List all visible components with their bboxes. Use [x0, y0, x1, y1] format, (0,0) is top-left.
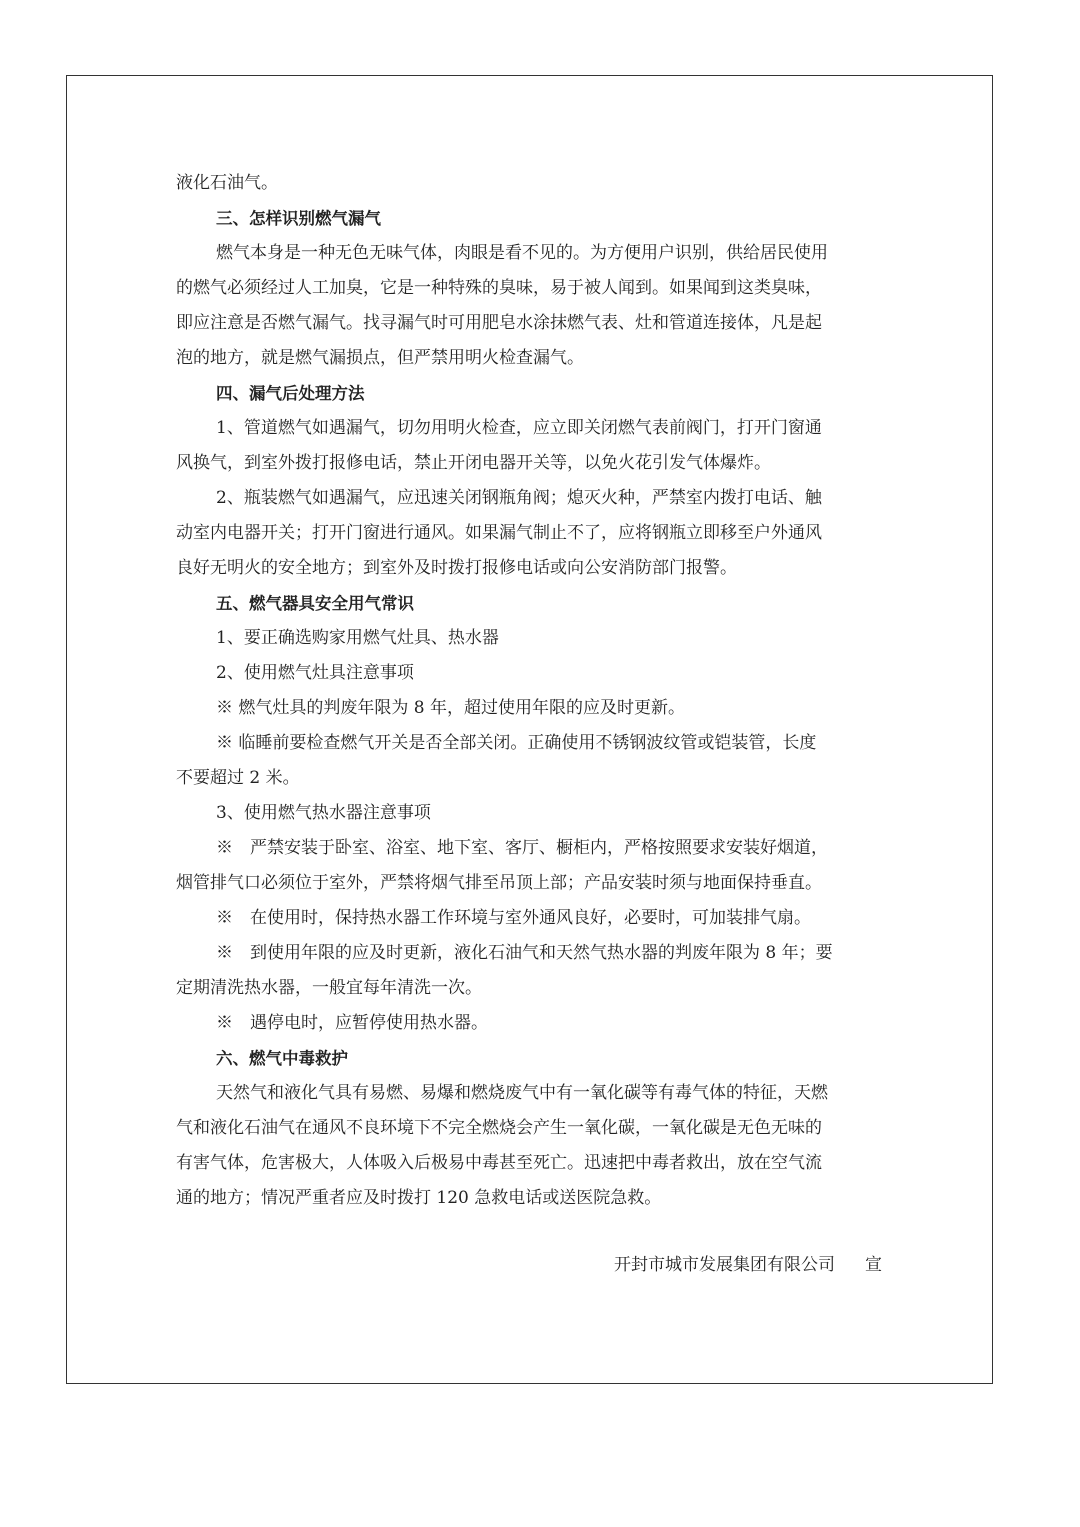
section-heading: 五、燃气器具安全用气常识 [216, 594, 414, 613]
text-line: ※ 燃气灶具的判废年限为 8 年，超过使用年限的应及时更新。 [216, 698, 686, 718]
section-heading: 三、怎样识别燃气漏气 [216, 209, 381, 228]
text-line: 1、管道燃气如遇漏气，切勿用明火检查，应立即关闭燃气表前阀门，打开门窗通 [216, 418, 822, 438]
text-line: 即应注意是否燃气漏气。找寻漏气时可用肥皂水涂抹燃气表、灶和管道连接体，凡是起 [176, 313, 822, 333]
text-line: 燃气本身是一种无色无味气体，肉眼是看不见的。为方便用户识别，供给居民使用 [216, 243, 828, 263]
text-line: 风换气，到室外拨打报修电话，禁止开闭电器开关等，以免火花引发气体爆炸。 [176, 453, 771, 473]
text-line: 1、要正确选购家用燃气灶具、热水器 [216, 628, 499, 648]
signature-suffix: 宣 [865, 1255, 882, 1275]
text-line: ※ 到使用年限的应及时更新，液化石油气和天然气热水器的判废年限为 8 年；要 [216, 943, 833, 963]
text-line: 泡的地方，就是燃气漏损点，但严禁用明火检查漏气。 [176, 348, 584, 368]
section-heading: 六、燃气中毒救护 [216, 1049, 348, 1068]
text-line: 烟管排气口必须位于室外，严禁将烟气排至吊顶上部；产品安装时须与地面保持垂直。 [176, 873, 822, 893]
text-line: 通的地方；情况严重者应及时拨打 120 急救电话或送医院急救。 [176, 1188, 662, 1208]
text-line: 3、使用燃气热水器注意事项 [216, 803, 431, 823]
text-line: 2、瓶装燃气如遇漏气，应迅速关闭钢瓶角阀；熄灭火种，严禁室内拨打电话、触 [216, 488, 822, 508]
text-line: 不要超过 2 米。 [176, 768, 300, 788]
section-heading: 四、漏气后处理方法 [216, 384, 365, 403]
text-line: 动室内电器开关；打开门窗进行通风。如果漏气制止不了，应将钢瓶立即移至户外通风 [176, 523, 822, 543]
signature-org: 开封市城市发展集团有限公司 [614, 1255, 835, 1275]
text-line: 2、使用燃气灶具注意事项 [216, 663, 414, 683]
signature-block [614, 1250, 882, 1275]
text-line: 有害气体，危害极大，人体吸入后极易中毒甚至死亡。迅速把中毒者救出，放在空气流 [176, 1153, 822, 1173]
text-line: 良好无明火的安全地方；到室外及时拨打报修电话或向公安消防部门报警。 [176, 558, 737, 578]
text-line: ※ 临睡前要检查燃气开关是否全部关闭。正确使用不锈钢波纹管或铠装管，长度 [216, 733, 817, 753]
text-line: ※ 遇停电时，应暂停使用热水器。 [216, 1013, 488, 1033]
text-line: 液化石油气。 [176, 173, 278, 193]
document-body [176, 166, 882, 1216]
text-line: 气和液化石油气在通风不良环境下不完全燃烧会产生一氧化碳，一氧化碳是无色无味的 [176, 1118, 822, 1138]
text-line: 天然气和液化气具有易燃、易爆和燃烧废气中有一氧化碳等有毒气体的特征，天燃 [216, 1083, 828, 1103]
text-line: ※ 在使用时，保持热水器工作环境与室外通风良好，必要时，可加装排气扇。 [216, 908, 811, 928]
text-line: 的燃气必须经过人工加臭，它是一种特殊的臭味，易于被人闻到。如果闻到这类臭味， [176, 278, 822, 298]
text-line: 定期清洗热水器，一般宜每年清洗一次。 [176, 978, 482, 998]
text-line: ※ 严禁安装于卧室、浴室、地下室、客厅、橱柜内，严格按照要求安装好烟道， [216, 838, 828, 858]
